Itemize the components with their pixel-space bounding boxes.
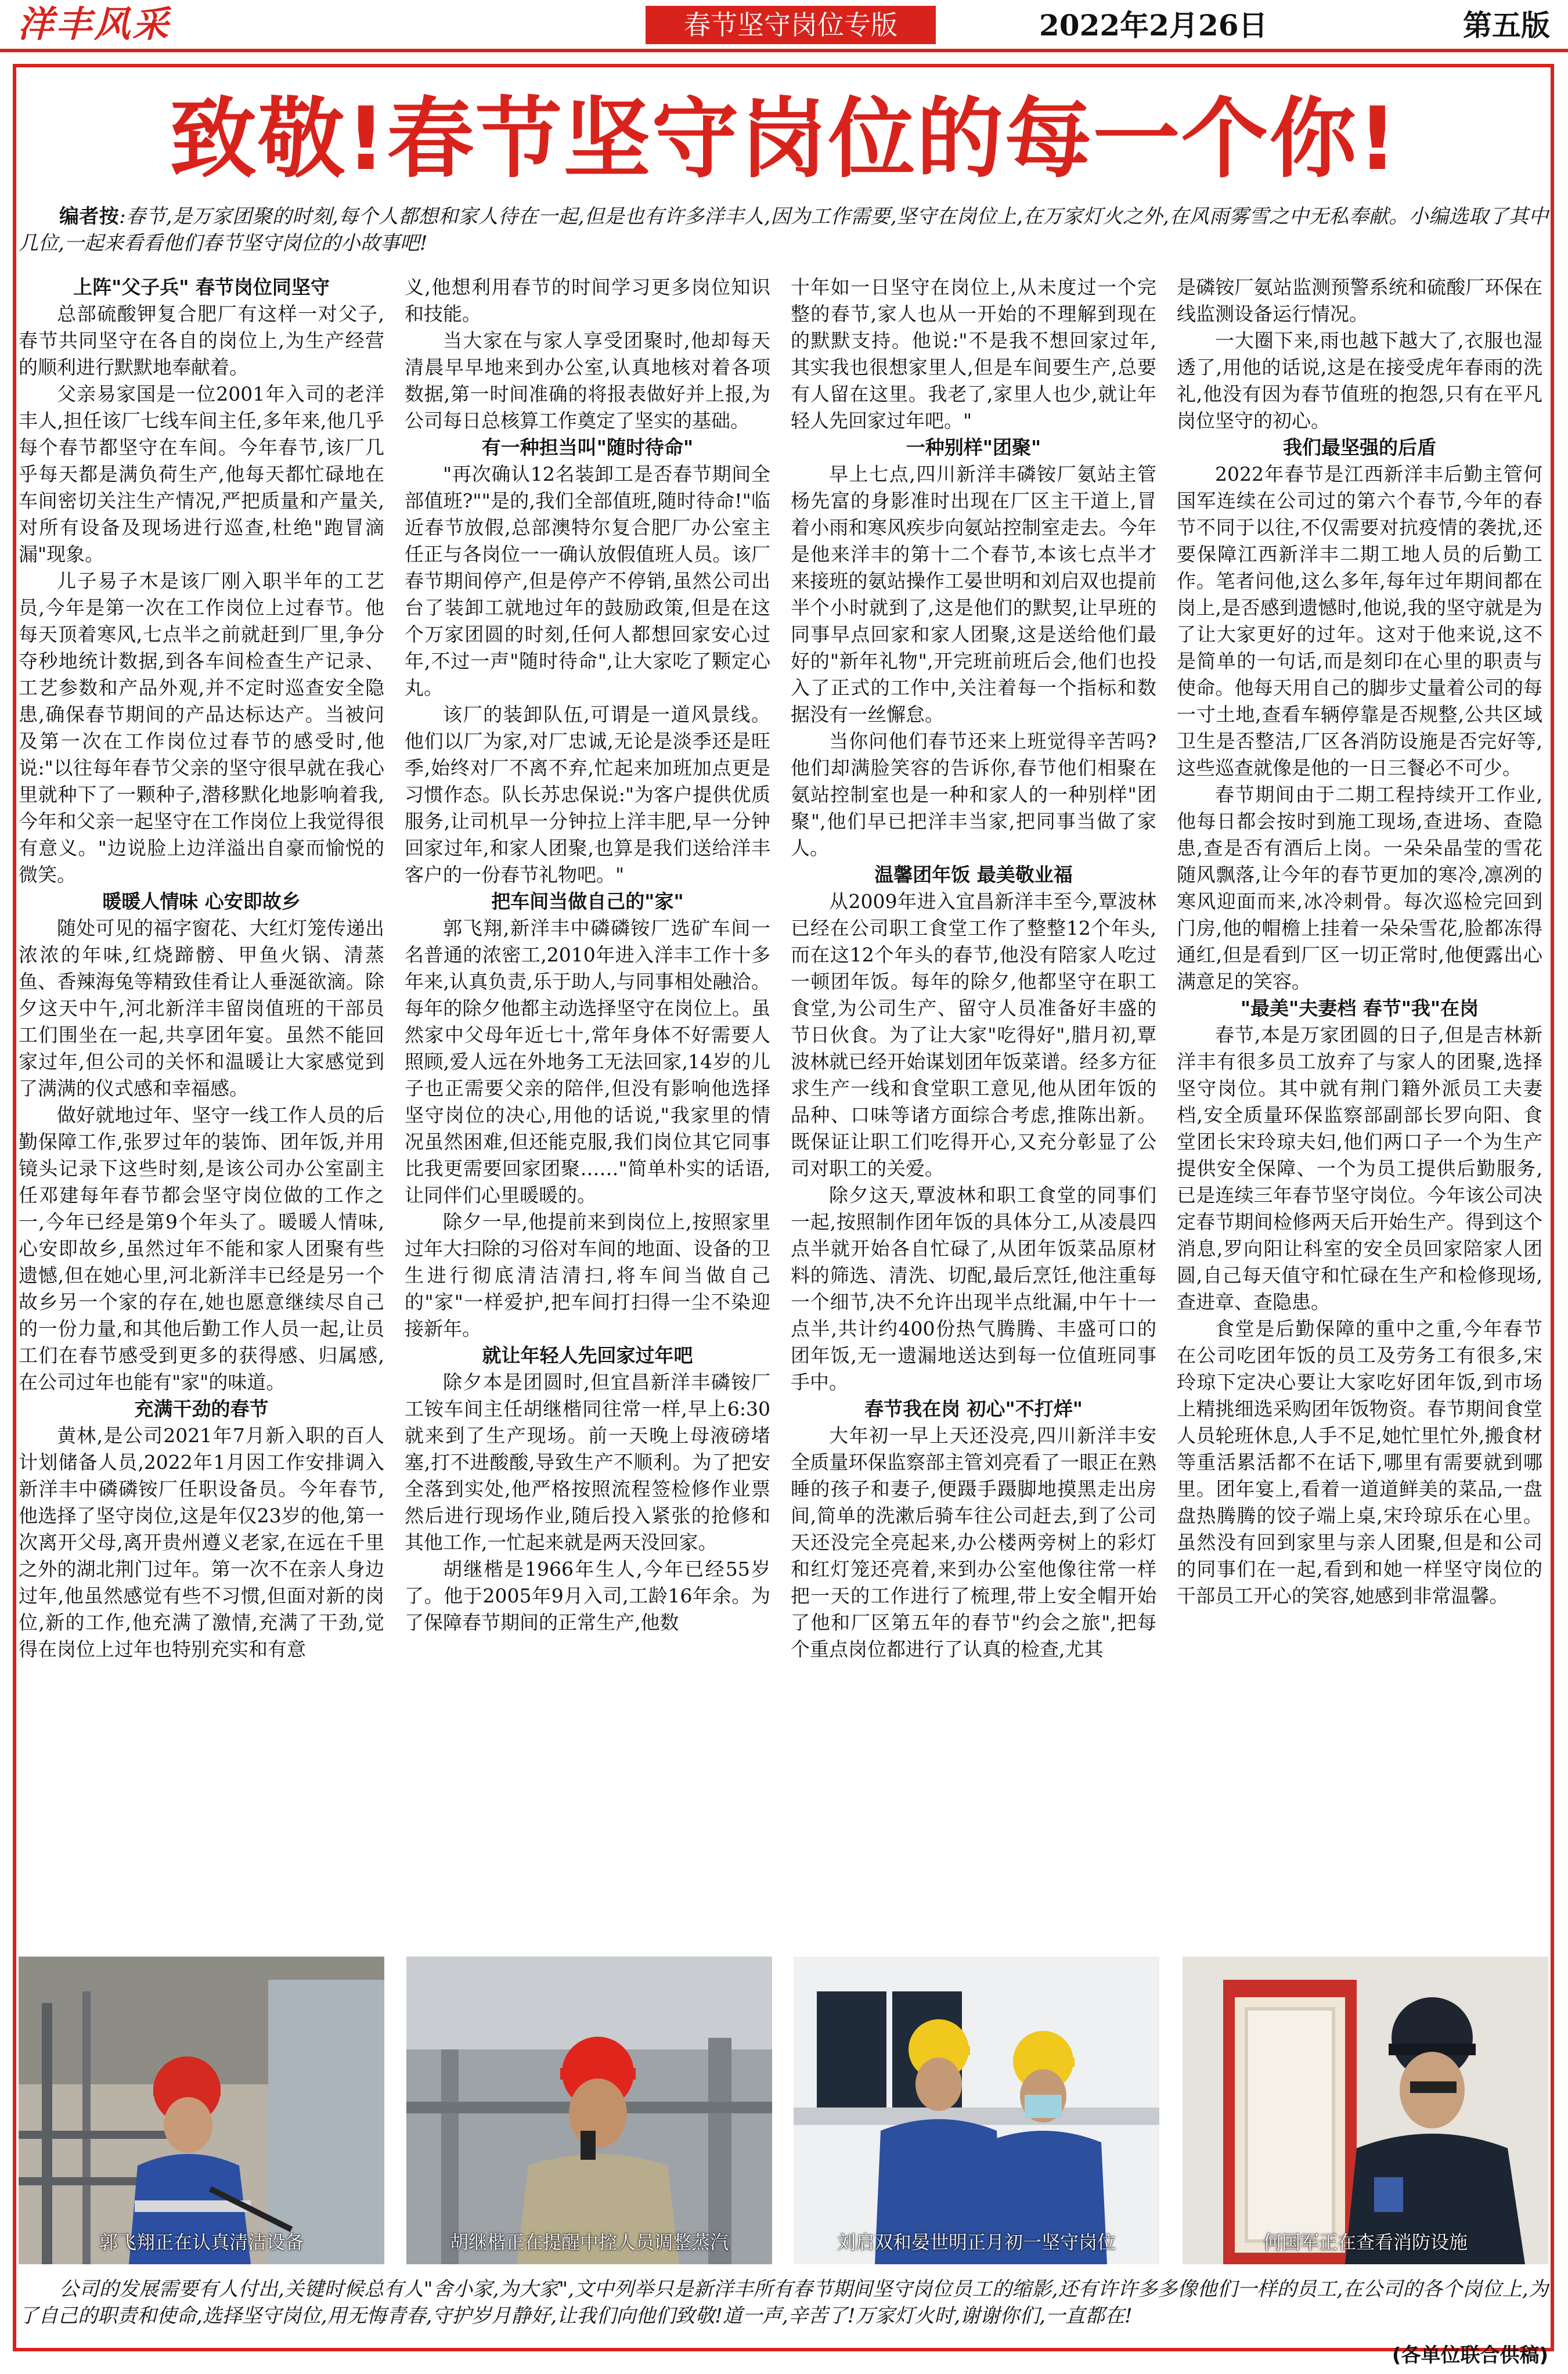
paragraph: 该厂的装卸队伍,可谓是一道风景线。他们以厂为家,对厂忠诚,无论是淡季还是旺季,始终对厂不离不弃,忙起来加班加点更是习惯作态。队长苏忠保说:"为客户提供优质服务,让司机早一分钟拉上洋丰肥,早一分钟回家过年,和家人团聚,也算是我们送给洋丰客户的一份春节礼物吧。" (405, 703, 770, 886)
paragraph: 从2009年进入宜昌新洋丰至今,覃波林已经在公司职工食堂工作了整整12个年头,而在这12个年头的春节,他没有陪家人吃过一顿团年饭。每年的除夕,他都坚守在职工食堂,为公司生产、留守人员准备好丰盛的节日伙食。为了让大家"吃得好",腊月初,覃波林就已经开始谋划团年饭菜谱。经多方征求生产一线和食堂职工意见,他从团年饭的品种、口味等诸方面综合考虑,推陈出新。既保证让职工们吃得开心,又充分彰显了公司对职工的关爱。 (791, 890, 1156, 1180)
paragraph: "再次确认12名装卸工是否春节期间全部值班?""是的,我们全部值班,随时待命!"临近春节放假,总部澳特尔复合肥厂办公室主任正与各岗位一一确认放假值班人员。该厂春节期间停产,但是停产不停销,虽然公司出台了装卸工就地过年的鼓励政策,但是在这个万家团圆的时刻,任何人都想回家安心过年,不过一声"随时待命",让大家吃了颗定心丸。 (405, 463, 770, 699)
editor-note-text: :春节,是万家团聚的时刻,每个人都想和家人待在一起,但是也有许多洋丰人,因为工作需要,坚守在岗位上,在万家灯火之外,在风雨雾雪之中无私奉献。小编选取了其中几位,一起来看看他们春节坚守岗位的小故事吧! (19, 205, 1548, 255)
paragraph: 2022年春节是江西新洋丰后勤主管何国军连续在公司过的第六个春节,今年的春节不同于以往,不仅需要对抗疫情的袭扰,还要保障江西新洋丰二期工地人员的后勤工作。笔者问他,这么多年,每年过年期间都在岗上,是否感到遗憾时,他说,我的坚守就是为了让大家更好的过年。这对于他来说,这不是简单的一句话,而是刻印在心里的职责与使命。他每天用自己的脚步丈量着公司的每一寸土地,查看车辆停靠是否规整,公共区域卫生是否整洁,厂区各消防设施是否完好等,这些巡查就像是他的一日三餐必不可少。 (1177, 463, 1542, 779)
paragraph: 是磷铵厂氨站监测预警系统和硫酸厂环保在线监测设备运行情况。 (1177, 276, 1542, 325)
photo-worker-radio (406, 1957, 772, 2264)
paragraph: 春节,本是万家团圆的日子,但是吉林新洋丰有很多员工放弃了与家人的团聚,选择坚守岗位。其中就有荆门籍外派员工夫妻档,安全质量环保监察部副部长罗向阳、食堂团长宋玲琼夫妇,他们两口子一个为生产提供安全保障、一个为员工提供后勤服务,已是连续三年春节坚守岗位。今年该公司决定春节期间检修两天后开始生产。得到这个消息,罗向阳让科室的安全员回家陪家人团圆,自己每天值守和忙碌在生产和检修现场,查进章、查隐患。 (1177, 1024, 1542, 1313)
paragraph: 义,他想利用春节的时间学习更多岗位知识和技能。 (405, 276, 770, 325)
paragraph: 春节期间由于二期工程持续开工作业,他每日都会按时到施工现场,查进场、查隐患,查是否有酒后上岗。一朵朵晶莹的雪花随风飘落,让今年的春节更加的寒冷,凛冽的寒风迎面而来,冰冷刺骨。每次巡检完回到门房,他的帽檐上挂着一朵朵雪花,脸都冻得通红,但是看到厂区一切正常时,他便露出心满意足的笑容。 (1177, 783, 1542, 993)
paragraph: 儿子易子木是该厂刚入职半年的工艺员,今年是第一次在工作岗位上过春节。他每天顶着寒风,七点半之前就赶到厂里,争分夺秒地统计数据,到各车间检查生产记录、工艺参数和产品外观,并不定时巡查安全隐患,确保春节期间的产品达标达产。当被问及第一次在工作岗位过春节的感受时,他说:"以往每年春节父亲的坚守很早就在我心里就种下了一颗种子,潜移默化地影响着我,今年和父亲一起坚守在工作岗位上我觉得很有意义。"边说脸上边洋溢出自豪而愉悦的微笑。 (19, 570, 384, 886)
paragraph: 总部硫酸钾复合肥厂有这样一对父子,春节共同坚守在各自的岗位上,为生产经营的顺利进行默默地奉献着。 (19, 302, 384, 379)
story-heading: 春节我在岗 初心"不打烊" (864, 1397, 1083, 1420)
paragraph: 一大圈下来,雨也越下越大了,衣服也湿透了,用他的话说,这是在接受虎年春雨的洗礼,他没有因为春节值班的抱怨,只有在平凡岗位坚守的初心。 (1177, 329, 1542, 432)
photo-caption: 郭飞翔正在认真清洁设备 (99, 2231, 304, 2253)
source-credit: (各单位联合供稿) (1392, 2344, 1548, 2367)
issue-date: 2022年2月26日 (1039, 8, 1268, 42)
page-number: 第五版 (1463, 9, 1550, 42)
paragraph: 郭飞翔,新洋丰中磷磷铵厂选矿车间一名普通的浓密工,2010年进入洋丰工作十多年来,认真负责,乐于助人,与同事相处融洽。每年的除夕他都主动选择坚守在岗位上。虽然家中父母年近七十,常年身体不好需要人照顾,爱人远在外地务工无法回家,14岁的儿子也正需要父亲的陪伴,但没有影响他选择坚守岗位的决心,用他的话说,"我家里的情况虽然困难,但还能克服,我们岗位其它同事比我更需要回家团聚……"简单朴实的话语,让同伴们心里暖暖的。 (405, 917, 770, 1206)
story-heading: 温馨团年饭 最美敬业福 (874, 863, 1073, 886)
page-header (0, 0, 1568, 52)
story-heading: 有一种担当叫"随时待命" (481, 436, 694, 459)
photo-guard-fire-cabinet (1183, 1957, 1548, 2264)
closing-note: 公司的发展需要有人付出,关键时候总有人"舍小家,为大家",文中列举只是新洋丰所有春节期间坚守岗位员工的缩影,还有许许多多像他们一样的员工,在公司的各个岗位上,为了自己的职责和使命,选择坚守岗位,用无悔青春,守护岁月静好,让我们向他们致敬!道一声,辛苦了!万家灯火时,谢谢你们,一直都在! (19, 2278, 1548, 2328)
story-heading: 把车间当做自己的"家" (491, 890, 684, 913)
photo-caption: 胡继楷正在提醒中控人员调整蒸汽 (449, 2231, 729, 2253)
article-column-2 (405, 274, 770, 1952)
story-heading: 我们最坚强的后盾 (1283, 436, 1436, 459)
story-heading: "最美"夫妻档 春节"我"在岗 (1240, 997, 1479, 1020)
paragraph: 食堂是后勤保障的重中之重,今年春节在公司吃团年饭的员工及劳务工有很多,宋玲琼下定决心要让大家吃好团年饭,到市场上精挑细选采购团年饭物资。春节期间食堂人员轮班休息,人手不足,她忙里忙外,搬食材等重活累活都不在话下,哪里有需要就到哪里。团年宴上,看着一道道鲜美的菜品,一盘盘热腾腾的饺子端上桌,宋玲琼乐在心里。虽然没有回到家里与亲人团聚,但是和公司的同事们在一起,看到和她一样坚守岗位的干部员工开心的笑容,她感到非常温馨。 (1177, 1317, 1542, 1607)
paragraph: 十年如一日坚守在岗位上,从未度过一个完整的春节,家人也从一开始的不理解到现在的默默支持。他说:"不是我不想回家过年,其实我也很想家里人,但是车间要生产,总要有人留在这里。我老了,家里人也少,就让年轻人先回家过年吧。" (791, 276, 1156, 432)
photo-caption: 何国军正在查看消防设施 (1263, 2231, 1468, 2253)
photo-two-workers (794, 1957, 1159, 2264)
paragraph: 除夕本是团圆时,但宜昌新洋丰磷铵厂工铵车间主任胡继楷同往常一样,早上6:30就来到了生产现场。前一天晚上母液磅堵塞,打不进酸酸,导致生产不顺利。为了把安全落到实处,他严格按照流程签检修作业票然后进行现场作业,随后投入紧张的抢修和其他工作,一忙起来就是两天没回家。 (405, 1371, 770, 1554)
page-headline: 致敬!春节坚守岗位的每一个你! (170, 89, 1398, 190)
photo-worker-cleaning (19, 1957, 384, 2264)
photo-caption: 刘启双和晏世明正月初一坚守岗位 (837, 2231, 1116, 2253)
story-heading: 就让年轻人先回家过年吧 (482, 1344, 693, 1367)
paragraph: 做好就地过年、坚守一线工作人员的后勤保障工作,张罗过年的装饰、团年饭,并用镜头记录下这些时刻,是该公司办公室副主任邓建每年春节都会坚守岗位做的工作之一,今年已经是第9个年头了。暖暖人情味,心安即故乡,虽然过年不能和家人团聚有些遗憾,但在她心里,河北新洋丰已经是另一个故乡另一个家的存在,她也愿意继续尽自己的一份力量,和其他后勤工作人员一起,让员工们在春节感受到更多的获得感、归属感,在公司过年也能有"家"的味道。 (19, 1104, 384, 1393)
story-heading: 一种别样"团聚" (906, 436, 1041, 459)
article-column-3 (791, 274, 1156, 1952)
photo-strip (19, 1957, 1548, 2264)
paragraph: 除夕这天,覃波林和职工食堂的同事们一起,按照制作团年饭的具体分工,从凌晨四点半就开始各自忙碌了,从团年饭菜品原材料的筛选、清洗、切配,最后烹饪,他注重每一个细节,决不允许出现半点纰漏,中午十一点半,共计约400份热气腾腾、丰盛可口的团年饭,无一遗漏地送达到每一位值班同事手中。 (791, 1184, 1156, 1393)
paragraph: 当你问他们春节还来上班觉得辛苦吗?他们却满脸笑容的告诉你,春节他们相聚在氨站控制室也是一种和家人的一种别样"团聚",他们早已把洋丰当家,把同事当做了家人。 (791, 730, 1156, 859)
article-column-4 (1177, 274, 1542, 1952)
editor-note (19, 203, 1548, 257)
paragraph: 除夕一早,他提前来到岗位上,按照家里过年大扫除的习俗对车间的地面、设备的卫生进行彻底清洁清扫,将车间当做自己的"家"一样爱护,把车间打扫得一尘不染迎接新年。 (405, 1211, 770, 1340)
paragraph: 随处可见的福字窗花、大红灯笼传递出浓浓的年味,红烧蹄髈、甲鱼火锅、清蒸鱼、香辣海兔等精致佳肴让人垂涎欲滴。除夕这天中午,河北新洋丰留岗值班的干部员工们围坐在一起,共享团年宴。虽然不能回家过年,但公司的关怀和温暖让大家感觉到了满满的仪式感和幸福感。 (19, 917, 384, 1100)
editor-note-label: 编者按 (59, 205, 120, 228)
paragraph: 早上七点,四川新洋丰磷铵厂氨站主管杨先富的身影准时出现在厂区主干道上,冒着小雨和寒风疾步向氨站控制室走去。今年是他来洋丰的第十二个春节,本该七点半才来接班的氨站操作工晏世明和刘启双也提前半个小时就到了,这是他们的默契,让早班的同事早点回家和家人团聚,这是送给他们最好的"新年礼物",开完班前班后会,他们也投入了正式的工作中,关注着每一个指标和数据没有一丝懈怠。 (791, 463, 1156, 726)
story-heading: 上阵"父子兵" 春节岗位同坚守 (73, 276, 330, 298)
story-heading: 暖暖人情味 心安即故乡 (102, 890, 301, 913)
masthead-logo: 洋丰风采 (17, 3, 171, 45)
header-rule (0, 49, 1568, 52)
paragraph: 当大家在与家人享受团聚时,他却每天清晨早早地来到办公室,认真地核对着各项数据,第一时间准确的将报表做好并上报,为公司每日总核算工作奠定了坚实的基础。 (405, 329, 770, 432)
paragraph: 黄林,是公司2021年7月新入职的百人计划储备人员,2022年1月因工作安排调入新洋丰中磷磷铵厂任职设备员。今年春节,他选择了坚守岗位,这是年仅23岁的他,第一次离开父母,离开贵州遵义老家,在远在千里之外的湖北荆门过年。第一次不在亲人身边过年,他虽然感觉有些不习惯,但面对新的岗位,新的工作,他充满了激情,充满了干劲,觉得在岗位上过年也特别充实和有意 (19, 1424, 384, 1660)
article-column-1 (19, 274, 384, 1952)
paragraph: 父亲易家国是一位2001年入司的老洋丰人,担任该厂七线车间主任,多年来,他几乎每个春节都坚守在车间。今年春节,该厂几乎每天都是满负荷生产,他每天都忙碌地在车间密切关注生产情况,严把质量和产量关,对所有设备及现场进行巡查,杜绝"跑冒滴漏"现象。 (19, 383, 384, 565)
story-heading: 充满干劲的春节 (134, 1397, 269, 1420)
paragraph: 大年初一早上天还没亮,四川新洋丰安全质量环保监察部主管刘亮看了一眼正在熟睡的孩子和妻子,便蹑手蹑脚地摸黑走出房间,简单的洗漱后骑车往公司赶去,到了公司天还没完全亮起来,办公楼两旁树上的彩灯和红灯笼还亮着,来到办公室他像往常一样把一天的工作进行了梳理,带上安全帽开始了他和厂区第五年的春节"约会之旅",把每个重点岗位都进行了认真的检查,尤其 (791, 1424, 1156, 1660)
paragraph: 胡继楷是1966年生人,今年已经55岁了。他于2005年9月入司,工龄16年余。为了保障春节期间的正常生产,他数 (405, 1558, 770, 1634)
section-banner: 春节坚守岗位专版 (646, 6, 936, 44)
